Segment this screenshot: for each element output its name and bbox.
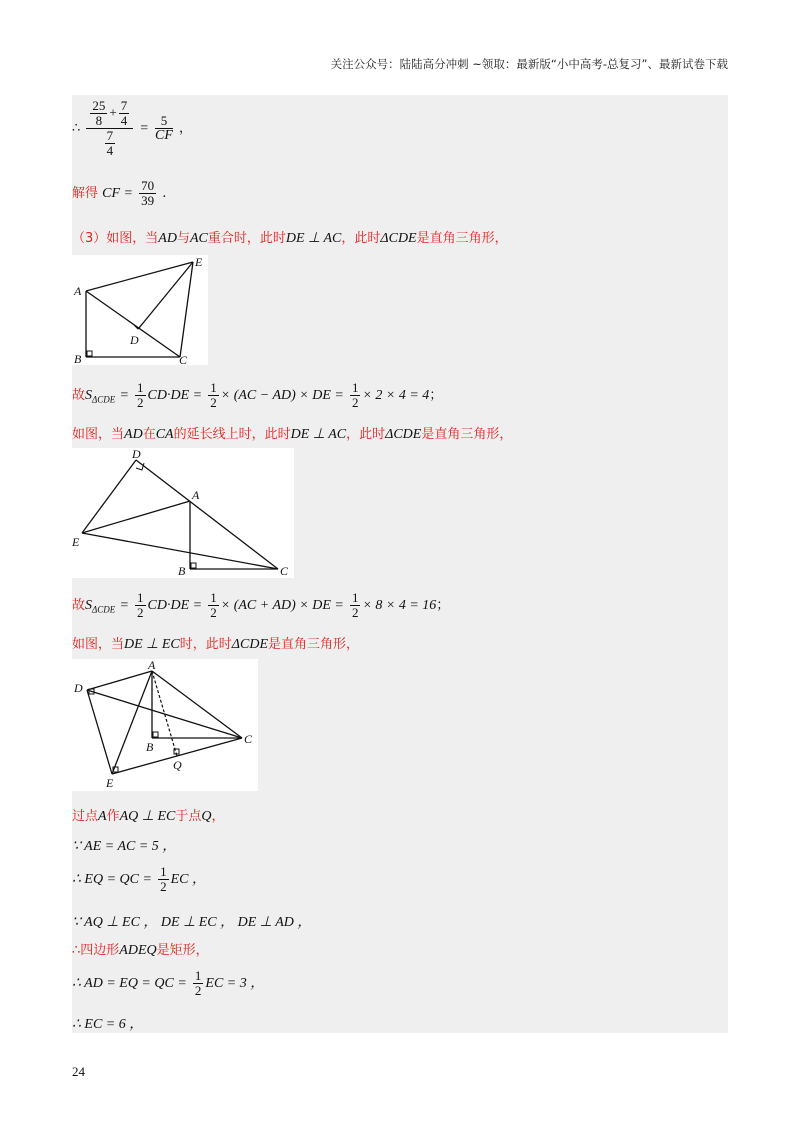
label-q: Q — [173, 758, 182, 772]
rectangle-conclusion — [72, 939, 209, 959]
math: × (AC − AD) × DE = — [220, 388, 344, 403]
label-e: E — [72, 535, 80, 549]
compound-fraction — [86, 99, 133, 158]
fraction-half — [135, 591, 146, 620]
compound-denominator — [86, 129, 133, 158]
label-d: D — [132, 448, 141, 461]
label-b: B — [178, 564, 186, 578]
numerator: 7 — [106, 128, 114, 143]
denominator: CF — [155, 128, 173, 143]
perpendicular-conditions: ∵ AQ ⊥ EC ， DE ⊥ EC ， DE ⊥ AD ， — [72, 915, 312, 930]
denominator: 2 — [137, 605, 144, 620]
fraction-70-39 — [139, 179, 156, 208]
text: 如图，当 — [72, 427, 125, 442]
denominator: 39 — [141, 193, 155, 208]
label-d: D — [130, 333, 139, 347]
text: 如图，当 — [72, 637, 125, 652]
denominator: 4 — [120, 113, 128, 128]
numerator: 5 — [155, 114, 173, 129]
figure-2 — [72, 448, 294, 578]
subscript: ΔCDE — [92, 394, 116, 405]
label-b: B — [146, 740, 154, 754]
solution-content — [72, 95, 728, 1033]
label-d: D — [74, 681, 83, 695]
denominator: 2 — [160, 879, 167, 894]
ad-equals-eq — [72, 969, 264, 998]
subscript: ΔCDE — [92, 604, 116, 615]
case-de-perp-ec-intro — [72, 633, 359, 653]
figure-1 — [72, 255, 208, 365]
fraction-5-cf — [155, 114, 173, 143]
text: ， — [211, 809, 225, 824]
construct-aq — [72, 805, 225, 825]
denominator: 2 — [210, 605, 217, 620]
text: 于点 — [175, 809, 202, 824]
numerator: 7 — [120, 98, 128, 113]
case-extension-intro — [72, 423, 512, 443]
math: A — [98, 809, 107, 824]
page-header: 关注公众号：陆陆高分冲刺 ~领取：最新版“小中高考-总复习”、最新试卷下载 — [330, 57, 728, 71]
ae-equals-ac: ∵ AE = AC = 5 ， — [72, 839, 177, 854]
math: EC = 3 ， — [205, 976, 265, 991]
label-a: A — [148, 659, 156, 672]
numerator: 1 — [351, 380, 359, 395]
numerator: 1 — [210, 380, 217, 395]
equals-sign: = — [139, 121, 149, 136]
equation-ratio — [72, 99, 192, 158]
denominator: 8 — [95, 113, 103, 128]
label-c: C — [244, 732, 253, 746]
text: 的延长线上时，此时 — [173, 427, 291, 442]
math: ADEQ — [119, 943, 157, 958]
text: 重合时，此时 — [207, 231, 286, 246]
text: 作 — [106, 809, 120, 824]
label-c: C — [280, 564, 289, 578]
punctuation: ， — [179, 121, 193, 136]
math: S — [85, 598, 93, 613]
math: ∴ EQ = QC = — [72, 872, 152, 887]
numerator: 70 — [141, 178, 155, 193]
math: × 8 × 4 = 16 — [362, 598, 437, 613]
label-a: A — [74, 284, 82, 298]
fraction-half — [350, 591, 361, 620]
math: Q — [201, 809, 212, 824]
text: 是直角三角形， — [268, 637, 360, 652]
math: AD — [158, 231, 177, 246]
fraction-half — [193, 969, 204, 998]
math: DE ⊥ EC — [124, 637, 180, 652]
figure-2-drawing — [72, 448, 294, 578]
punctuation: ； — [436, 598, 450, 613]
punctuation: ； — [429, 388, 443, 403]
text: 在 — [142, 427, 156, 442]
math: EC ， — [170, 872, 206, 887]
math: AQ ⊥ EC — [119, 809, 176, 824]
eq-equals-qc — [72, 865, 206, 894]
therefore-symbol: ∴ — [72, 121, 81, 136]
text: 故 — [72, 598, 86, 613]
math: ΔCDE — [231, 637, 268, 652]
fraction-half — [158, 865, 169, 894]
math: ΔCDE — [380, 231, 417, 246]
figure-3 — [72, 659, 258, 791]
denominator: 2 — [194, 983, 202, 998]
math: ∴ AD = EQ = QC = — [72, 976, 187, 991]
figure-3-drawing — [72, 659, 258, 791]
compound-numerator — [86, 99, 133, 129]
ec-equals-6: ∴ EC = 6 ， — [72, 1017, 144, 1032]
text: ，此时 — [341, 231, 381, 246]
math: CD·DE = — [147, 598, 203, 613]
math: AC — [189, 231, 208, 246]
text: 故 — [72, 388, 86, 403]
fraction-half — [208, 381, 219, 410]
text: 是直角三角形， — [416, 231, 508, 246]
denominator: 4 — [106, 143, 114, 158]
fraction-7-4-bottom — [105, 129, 116, 158]
text: 过点 — [72, 809, 99, 824]
figure-1-drawing — [72, 255, 208, 365]
math: × (AC + AD) × DE = — [220, 598, 344, 613]
punctuation: . — [162, 186, 167, 201]
fraction-25-8 — [90, 99, 107, 128]
math: CD·DE = — [147, 388, 203, 403]
cf-lhs: CF = — [102, 186, 133, 201]
fraction-half — [135, 381, 146, 410]
numerator: 25 — [92, 98, 106, 113]
solve-text: 解得 — [72, 186, 99, 201]
fraction-half — [208, 591, 219, 620]
denominator: 2 — [351, 605, 359, 620]
text: （3）如图，当 — [72, 231, 159, 246]
label-e: E — [106, 776, 114, 790]
denominator: 2 — [137, 395, 144, 410]
solve-cf-line — [72, 179, 166, 208]
math: DE ⊥ AC — [285, 231, 342, 246]
math: S — [85, 388, 93, 403]
case3-intro — [72, 227, 508, 247]
text: 时，此时 — [179, 637, 232, 652]
numerator: 1 — [160, 864, 167, 879]
fraction-7-4 — [119, 99, 130, 128]
label-e: E — [195, 255, 203, 269]
math: DE ⊥ AC — [290, 427, 347, 442]
fraction-half — [350, 381, 361, 410]
text: ∴四边形 — [72, 943, 120, 958]
text: 是直角三角形， — [421, 427, 513, 442]
area-case2 — [72, 591, 449, 620]
text: 与 — [176, 231, 190, 246]
numerator: 1 — [351, 590, 359, 605]
text: 是矩形， — [156, 943, 209, 958]
text: ，此时 — [346, 427, 386, 442]
denominator: 2 — [210, 395, 217, 410]
numerator: 1 — [137, 590, 144, 605]
math: ΔCDE — [385, 427, 422, 442]
label-b: B — [74, 352, 82, 365]
label-c: C — [179, 353, 188, 365]
numerator: 1 — [210, 590, 217, 605]
math: AD — [124, 427, 143, 442]
plus-sign: + — [109, 104, 117, 120]
label-a: A — [192, 488, 200, 502]
area-case1 — [72, 381, 442, 410]
denominator: 2 — [351, 395, 359, 410]
page-number: 24 — [72, 1064, 85, 1079]
numerator: 1 — [137, 380, 144, 395]
math: × 2 × 4 = 4 — [362, 388, 430, 403]
math: = — [119, 388, 129, 403]
math: = — [119, 598, 129, 613]
math: CA — [155, 427, 174, 442]
numerator: 1 — [194, 968, 202, 983]
